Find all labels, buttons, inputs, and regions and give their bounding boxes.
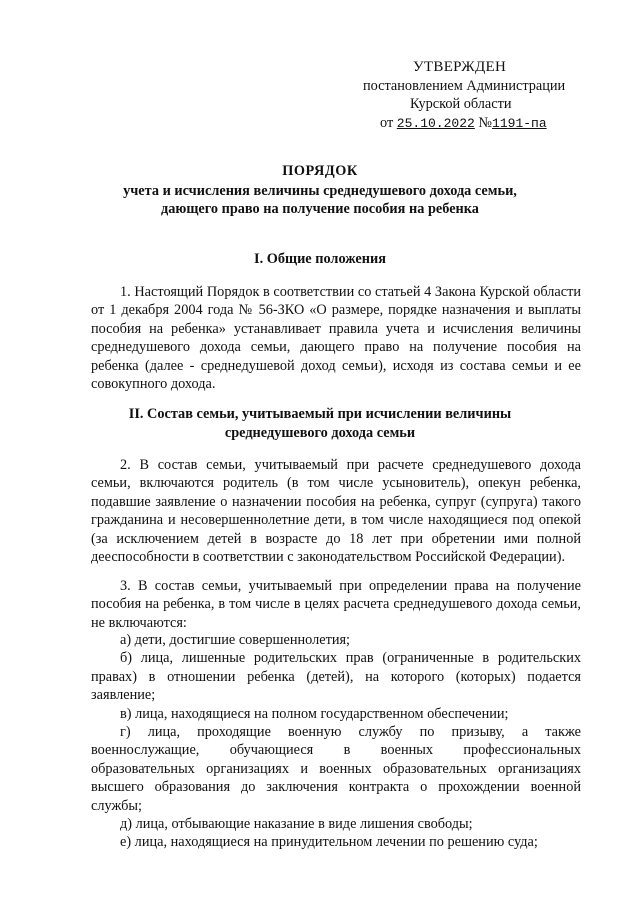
approval-date-line: [360, 114, 610, 134]
list-item: е) лица, находящиеся на принудительном лечении по решению суда;: [120, 834, 538, 851]
section-1-heading: I. Общие положения: [254, 251, 386, 267]
list-item: г) лица, проходящие военную службу по призыву, а также военнослужащие, обучающиеся в военных профессиональных образовательных организациях и военных образовательных организациях высшего образования до заключения контракта о прохождении военной службы;: [91, 724, 581, 814]
paragraph-2: 2. В состав семьи, учитываемый при расчете среднедушевого дохода семьи, включаются родитель (в том числе усыновитель), опекун ребенка, подавшие заявление о назначении пособия на ребенка, супруг (супруга) такого гражданина и несовершеннолетние дети, в том числе находящиеся под опекой (за исключением детей в возрасте до 18 лет при обретении ими полной дееспособности в соответствии с законодательством Российской Федерации).: [91, 457, 581, 566]
paragraph-3: 3. В состав семьи, учитываемый при определении права на получение пособия на ребенка, в том числе в целях расчета среднедушевого дохода семьи, не включаются:: [91, 578, 581, 631]
list-item: б) лица, лишенные родительских прав (ограниченные в родительских правах) в отношении ребенка (детей), на которого (которых) подается заявление;: [91, 650, 581, 704]
number-prefix: №: [478, 114, 493, 131]
exclusion-list: [91, 631, 581, 852]
approval-status: УТВЕРЖДЕН: [413, 59, 507, 75]
document-title: [60, 162, 580, 219]
title-sub-2: дающего право на получение пособия на ребенка: [161, 201, 479, 217]
list-item: а) дети, достигшие совершеннолетия;: [120, 632, 351, 648]
approval-date: 25.10.2022: [396, 115, 475, 131]
title-sub-1: учета и исчисления величины среднедушевого дохода семьи,: [123, 182, 517, 199]
approval-line-2: Курской области: [410, 96, 512, 113]
section-2-heading-line-2: среднедушевого дохода семьи: [224, 424, 416, 441]
date-prefix: от: [380, 114, 394, 131]
list-item: д) лица, отбывающие наказание в виде лишения свободы;: [120, 816, 473, 833]
approval-number: 1191-па: [492, 115, 547, 131]
section-2-heading: [60, 405, 580, 442]
approval-stamp: [360, 58, 610, 133]
list-item: в) лица, находящиеся на полном государственном обеспечении;: [120, 705, 509, 722]
title-main: ПОРЯДОК: [282, 163, 358, 179]
paragraph-1: 1. Настоящий Порядок в соответствии со статьей 4 Закона Курской области от 1 декабря 2004 года № 56-ЗКО «О размере, порядке назначения и выплаты пособия на ребенка» устанавливает правила учета и исчисления величины среднедушевого дохода семьи, дающего право на получение пособия на ребенка (далее - среднедушевой доход семьи), исходя из состава семьи и ее совокупного дохода.: [91, 284, 581, 393]
section-2-heading-line-1: II. Состав семьи, учитываемый при исчислении величины: [128, 406, 512, 422]
approval-line-1: постановлением Администрации: [363, 77, 566, 94]
